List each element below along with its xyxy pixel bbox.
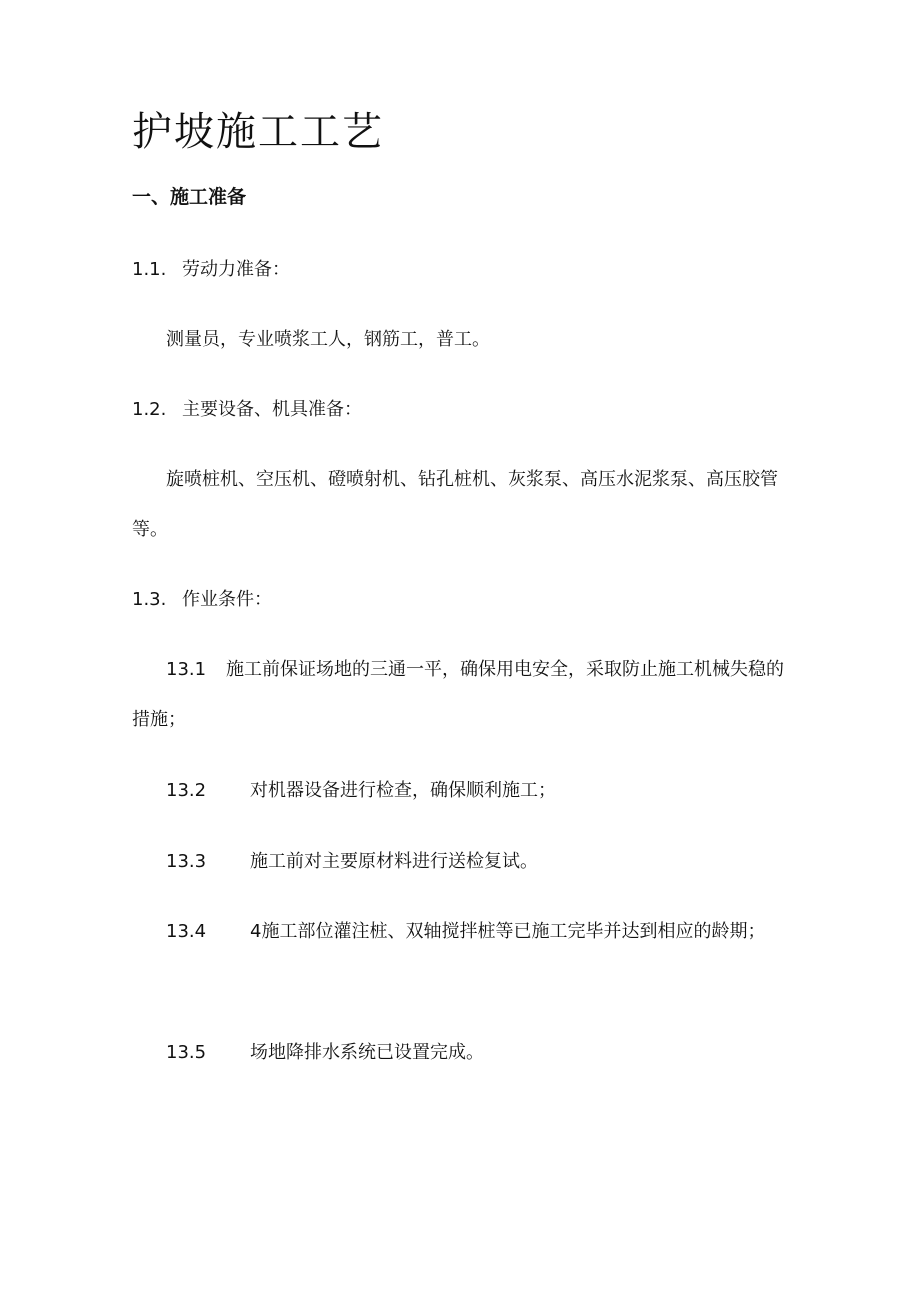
item-number: 1.3.: [132, 589, 167, 610]
condition-text: 施工前对主要原材料进行送检复试。: [250, 851, 538, 872]
condition-item: [166, 780, 556, 802]
labor-body: 测量员，专业喷浆工人，钢筋工，普工。: [166, 329, 490, 350]
item-label: 主要设备、机具准备：: [182, 399, 362, 420]
item-label: 作业条件：: [182, 589, 272, 610]
item-number: 1.2.: [132, 399, 167, 420]
condition-text: 对机器设备进行检查，确保顺利施工；: [250, 780, 556, 801]
item-number: 1.1.: [132, 259, 167, 280]
item-heading-conditions: [132, 589, 272, 611]
section-heading-preparation: 一、施工准备: [132, 186, 247, 208]
item-heading-equipment: [132, 399, 362, 421]
condition-number: 13.3: [166, 851, 207, 872]
condition-item: [166, 1042, 484, 1064]
condition-item: [166, 851, 538, 873]
item-heading-labor: [132, 259, 290, 281]
condition-number: 13.1: [166, 659, 207, 680]
equipment-body: 旋喷桩机、空压机、磴喷射机、钻孔桩机、灰浆泵、高压水泥浆泵、高压胶管等。: [132, 469, 778, 540]
condition-text: 4施工部位灌注桩、双轴搅拌桩等已施工完毕并达到相应的龄期；: [250, 921, 766, 942]
item-label: 劳动力准备：: [182, 259, 290, 280]
condition-number: 13.5: [166, 1042, 207, 1063]
condition-text: 施工前保证场地的三通一平，确保用电安全，采取防止施工机械失稳的措施；: [132, 659, 784, 730]
condition-number: 13.4: [166, 921, 207, 942]
condition-text: 场地降排水系统已设置完成。: [250, 1042, 484, 1063]
condition-number: 13.2: [166, 780, 207, 801]
condition-item: [132, 645, 792, 745]
document-title: 护坡施工工艺: [132, 109, 384, 155]
condition-item: [132, 907, 792, 957]
